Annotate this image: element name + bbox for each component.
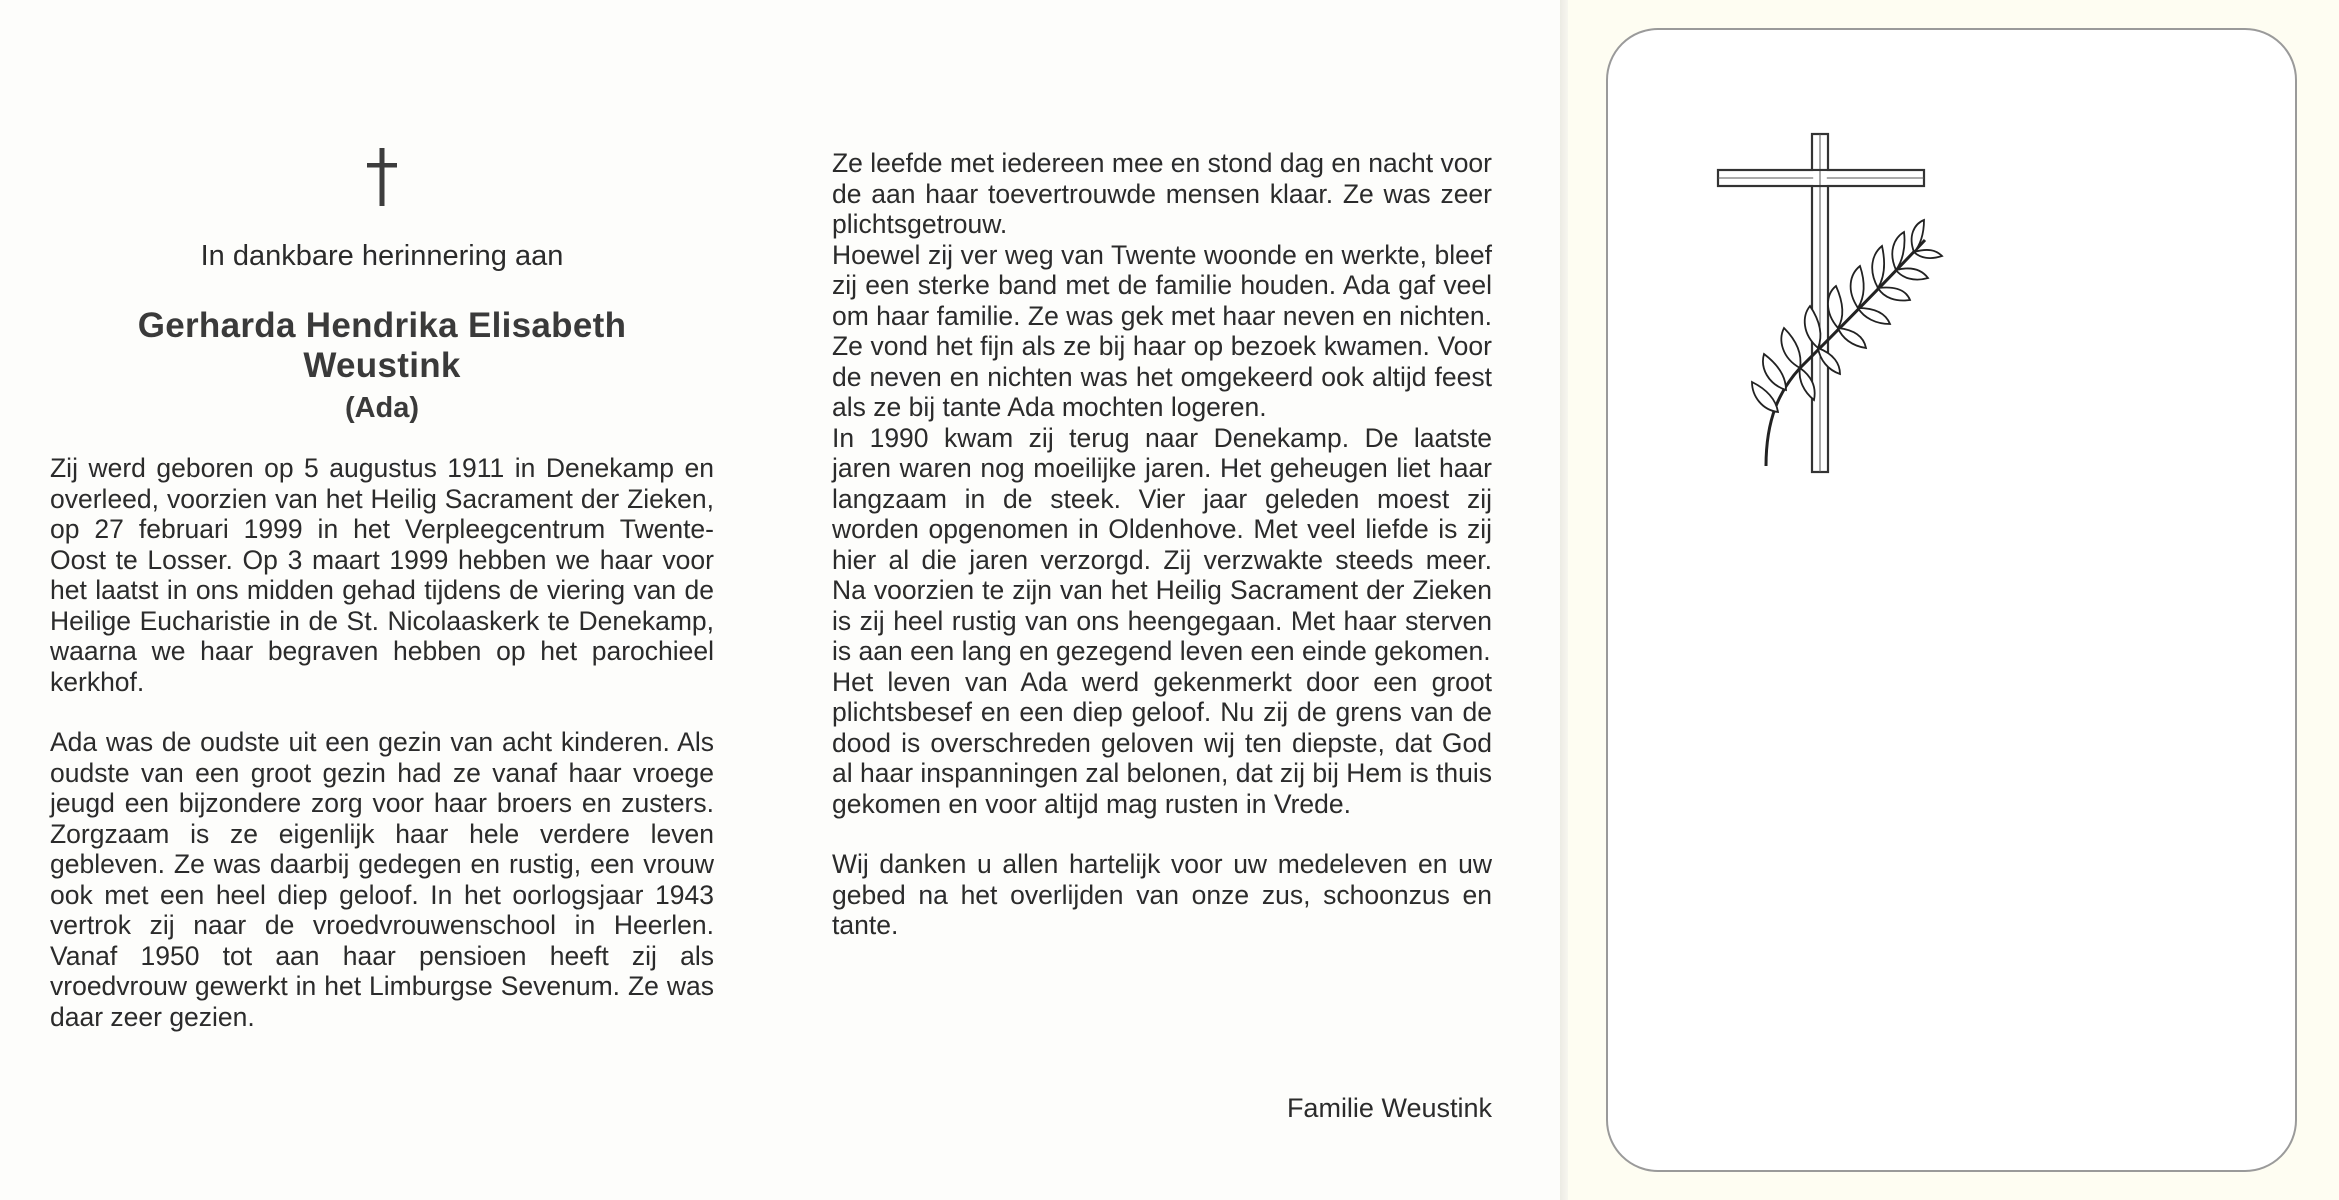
thanks-text: Wij danken u allen hartelijk voor uw medeleven en uw gebed na het overlijden van onze zus, schoonzus en tante. [832, 849, 1492, 940]
middle-column [832, 148, 1492, 941]
biography-paragraph-6: Het leven van Ada werd gekenmerkt door een groot plichtsbesef en een diep geloof. Nu zij de grens van de dood is overschreden geloven wij ten diepste, dat God al haar inspanningen zal belonen, dat zij bij Hem is thuis gekomen en voor altijd mag rusten in Vrede. [832, 666, 1492, 819]
deceased-name [50, 306, 714, 386]
biography-paragraph-4: Hoewel zij ver weg van Twente woonde en werkte, bleef zij een sterke band met de familie houden. Ada gaf veel om haar familie. Ze was gek met haar neven en nichten. Ze vond het fijn als ze bij haar op bezoek kwamen. Voor de neven en nichten was het omgekeerd ook altijd feest als ze bij tante Ada mochten logeren. [832, 239, 1492, 422]
left-column [50, 453, 714, 1032]
cross-icon [367, 148, 397, 206]
biography-paragraph-3: Ze leefde met iedereen mee en stond dag en nacht voor de aan haar toevertrouwde mensen klaar. Ze was zeer plichtsgetrouw. [832, 148, 1492, 239]
cross-with-palm-branch-icon [1700, 128, 1960, 488]
intro-text: In dankbare herinnering aan [200, 240, 564, 272]
deceased-name-line1: Gerharda Hendrika Elisabeth [137, 306, 627, 345]
deceased-name-line2: Weustink [303, 346, 461, 385]
page-fold [1560, 0, 1568, 1200]
family-signature: Familie Weustink [1286, 1093, 1492, 1123]
biography-paragraph-5: In 1990 kwam zij terug naar Denekamp. De laatste jaren waren nog moeilijke jaren. Het geheugen liet haar langzaam in de steek. Vier jaar geleden moest zij worden opgenomen in Oldenhove. Met veel liefde is zij hier al die jaren verzorgd. Zij verzwakte steeds meer. Na voorzien te zijn van het Heilig Sacrament der Zieken is zij heel rustig van ons heengegaan. Met haar sterven is aan een lang en gezegend leven een einde gekomen. [832, 422, 1492, 666]
biography-paragraph-2: Ada was de oudste uit een gezin van acht kinderen. Als oudste van een groot gezin had ze vanaf haar vroege jeugd een bijzondere zorg voor haar broers en zusters. Zorgzaam is ze eigenlijk haar hele verdere leven gebleven. Ze was daarbij gedegen en rustig, een vrouw ook met een heel diep geloof. In het oorlogsjaar 1943 vertrok zij naar de vroedvrouwenschool in Heerlen. Vanaf 1950 tot aan haar pensioen heeft zij als vroedvrouw gewerkt in het Limburgse Sevenum. Ze was daar zeer gezien. [50, 727, 714, 1032]
deceased-nickname: (Ada) [344, 392, 420, 424]
biography-paragraph-1: Zij werd geboren op 5 augustus 1911 in Denekamp en overleed, voorzien van het Heilig Sacrament der Zieken, op 27 februari 1999 in het Verpleegcentrum Twente-Oost te Losser. Op 3 maart 1999 hebben we haar voor het laatst in ons midden gehad tijdens de viering van de Heilige Eucharistie in de St. Nicolaaskerk te Denekamp, waarna we haar begraven hebben op het parochieel kerkhof. [50, 453, 714, 697]
